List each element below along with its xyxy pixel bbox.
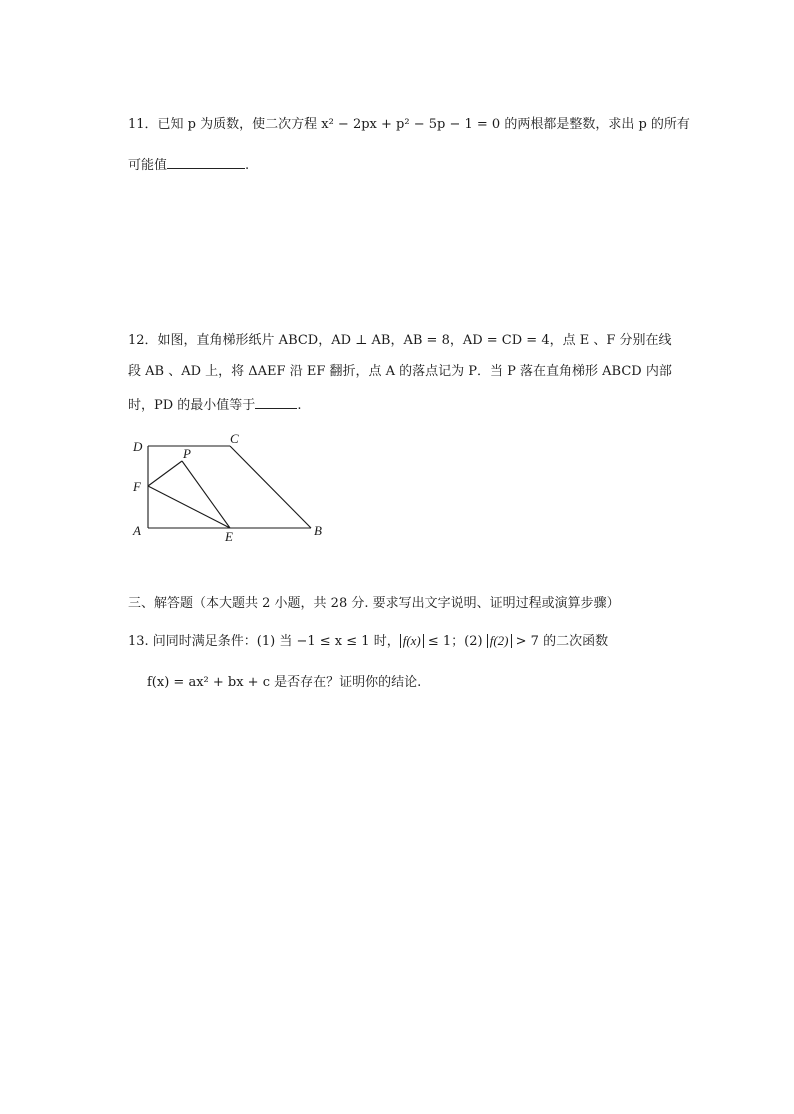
q11-line2 (128, 154, 249, 176)
q12-line2: 段 AB 、AD 上，将 ΔAEF 沿 EF 翻折，点 A 的落点记为 P．当 P 落在直角梯形 ABCD 内部 (128, 364, 672, 379)
trapezoid-figure (128, 428, 338, 548)
label-c: C (230, 431, 239, 446)
q12-line3 (128, 394, 301, 416)
q13-abs-fx: f(x) (400, 634, 424, 648)
q12-line1: 12．如图，直角梯形纸片 ABCD，AD ⊥ AB，AB = 8，AD = CD = 4，点 E 、F 分别在线 (128, 333, 672, 348)
section3-heading: 三、解答题（本大题共 2 小题，共 28 分. 要求写出文字说明、证明过程或演算步骤） (128, 596, 620, 611)
q12-line3-prefix: 时，PD 的最小值等于 (128, 398, 256, 413)
segment-cb (230, 446, 311, 528)
q11-line2-suffix: . (245, 158, 250, 173)
q11-answer-blank (167, 154, 245, 169)
q12-answer-blank (255, 394, 297, 409)
label-e: E (225, 529, 233, 544)
segment-fp (148, 461, 182, 486)
q12-line3-suffix: . (297, 398, 302, 413)
q13-line2: f(x) = ax² + bx + c 是否存在？证明你的结论. (147, 675, 422, 690)
segment-fe (148, 486, 230, 528)
q13-line1-a: 13. 问同时满足条件：(1) 当 −1 ≤ x ≤ 1 时， (128, 634, 400, 649)
q13-line1 (128, 632, 608, 652)
q11-line1: 11．已知 p 为质数，使二次方程 x² − 2px + p² − 5p − 1 = 0 的两根都是整数，求出 p 的所有 (128, 117, 690, 132)
label-p: P (183, 446, 191, 461)
label-b: B (314, 523, 322, 538)
q11-line2-prefix: 可能值 (128, 158, 168, 173)
q13-line1-b: ≤ 1；(2) (423, 634, 487, 649)
label-f: F (133, 479, 141, 494)
label-d: D (133, 439, 143, 454)
q13-abs-f2: f(2) (487, 634, 512, 648)
segment-pe (182, 461, 230, 528)
label-a: A (133, 523, 141, 538)
q13-line1-c: > 7 的二次函数 (511, 634, 609, 649)
